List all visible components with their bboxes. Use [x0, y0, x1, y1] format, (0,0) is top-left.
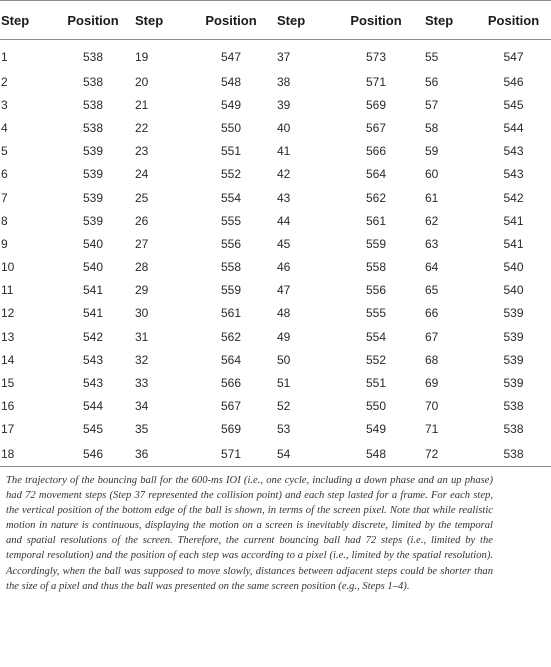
position-cell: 548 [328, 441, 424, 467]
table-row [0, 279, 551, 302]
position-cell: 538 [476, 441, 551, 467]
table-row [0, 209, 551, 232]
position-cell: 562 [365, 190, 387, 205]
position-cell: 543 [503, 167, 524, 182]
step-cell: 59 [425, 144, 439, 159]
step-cell: 72 [424, 441, 476, 467]
step-cell: 65 [425, 283, 439, 298]
step-cell: 35 [135, 422, 149, 437]
position-cell: 538 [82, 97, 104, 112]
step-cell: 46 [277, 260, 291, 275]
position-cell: 547 [220, 50, 242, 64]
position-cell: 541 [82, 306, 104, 321]
header-step-3: Step [276, 1, 328, 40]
step-cell: 41 [277, 144, 291, 159]
position-cell: 558 [220, 260, 242, 275]
position-cell: 543 [82, 376, 104, 391]
step-cell: 49 [277, 329, 291, 344]
step-cell: 63 [425, 236, 439, 251]
step-cell: 5 [1, 144, 8, 159]
table-body [0, 40, 551, 467]
table-row [0, 116, 551, 139]
step-cell: 52 [277, 399, 291, 414]
step-cell: 9 [1, 236, 8, 251]
step-cell: 28 [135, 260, 149, 275]
position-cell: 550 [365, 399, 387, 414]
step-cell: 12 [1, 306, 15, 321]
position-cell: 552 [365, 352, 387, 367]
step-cell: 6 [1, 167, 8, 182]
position-cell: 540 [503, 283, 524, 298]
step-cell: 48 [277, 306, 291, 321]
header-position-2: Position [186, 1, 276, 40]
position-cell: 541 [503, 213, 524, 228]
position-cell: 567 [220, 399, 242, 414]
position-cell: 566 [365, 144, 387, 159]
step-cell: 10 [1, 260, 15, 275]
table-row [0, 186, 551, 209]
position-cell: 546 [503, 74, 524, 89]
step-cell: 32 [135, 352, 149, 367]
position-cell: 545 [503, 97, 524, 112]
step-cell: 13 [1, 329, 15, 344]
header-position-4: Position [476, 1, 551, 40]
table-row [0, 40, 551, 71]
step-cell: 20 [135, 74, 149, 89]
position-cell: 558 [365, 260, 387, 275]
position-cell: 540 [503, 260, 524, 275]
step-cell: 34 [135, 399, 149, 414]
position-cell: 539 [82, 190, 104, 205]
position-cell: 567 [365, 120, 387, 135]
header-row [0, 1, 551, 40]
step-cell: 60 [425, 167, 439, 182]
step-cell: 42 [277, 167, 291, 182]
table-row [0, 93, 551, 116]
step-cell: 25 [135, 190, 149, 205]
step-cell: 15 [1, 376, 15, 391]
step-cell: 45 [277, 236, 291, 251]
position-cell: 539 [82, 144, 104, 159]
step-cell: 8 [1, 213, 8, 228]
step-cell: 54 [276, 441, 328, 467]
position-cell: 573 [365, 50, 387, 64]
step-cell: 67 [425, 329, 439, 344]
table-row [0, 325, 551, 348]
position-cell: 539 [82, 167, 104, 182]
step-cell: 4 [1, 120, 8, 135]
step-cell: 21 [135, 97, 149, 112]
step-cell: 19 [135, 50, 149, 64]
position-cell: 549 [220, 97, 242, 112]
position-cell: 539 [503, 376, 524, 391]
position-cell: 559 [220, 283, 242, 298]
position-cell: 566 [220, 376, 242, 391]
position-cell: 542 [503, 190, 524, 205]
position-cell: 569 [220, 422, 242, 437]
position-cell: 541 [503, 236, 524, 251]
step-cell: 26 [135, 213, 149, 228]
step-cell: 17 [1, 422, 15, 437]
position-cell: 550 [220, 120, 242, 135]
position-cell: 538 [82, 120, 104, 135]
position-cell: 538 [503, 399, 524, 414]
position-cell: 571 [365, 74, 387, 89]
position-cell: 555 [220, 213, 242, 228]
position-cell: 554 [220, 190, 242, 205]
step-cell: 66 [425, 306, 439, 321]
step-cell: 47 [277, 283, 291, 298]
step-cell: 51 [277, 376, 291, 391]
step-cell: 3 [1, 97, 8, 112]
step-cell: 29 [135, 283, 149, 298]
step-cell: 69 [425, 376, 439, 391]
step-cell: 61 [425, 190, 439, 205]
position-cell: 539 [503, 352, 524, 367]
header-step-4: Step [424, 1, 476, 40]
step-cell: 58 [425, 120, 439, 135]
step-cell: 31 [135, 329, 149, 344]
step-cell: 70 [425, 399, 439, 414]
step-cell: 62 [425, 213, 439, 228]
position-cell: 554 [365, 329, 387, 344]
position-cell: 538 [82, 74, 104, 89]
table-row [0, 70, 551, 93]
position-cell: 543 [503, 144, 524, 159]
position-cell: 569 [365, 97, 387, 112]
table-row [0, 140, 551, 163]
step-cell: 11 [1, 283, 14, 298]
table-row [0, 395, 551, 418]
table-header [0, 1, 551, 40]
position-cell: 540 [82, 260, 104, 275]
step-cell: 24 [135, 167, 149, 182]
position-cell: 541 [82, 283, 104, 298]
step-cell: 22 [135, 120, 149, 135]
step-cell: 50 [277, 352, 291, 367]
header-position-1: Position [52, 1, 134, 40]
position-cell: 559 [365, 236, 387, 251]
table-row [0, 348, 551, 371]
position-cell: 548 [220, 74, 242, 89]
position-cell: 555 [365, 306, 387, 321]
position-cell: 549 [365, 422, 387, 437]
table-footnote: The trajectory of the bouncing ball for the 600-ms IOI (i.e., one cycle, including a down phase and an up phase) had 72 movement steps (Step 37 represented the collision point) and each step lasted for a frame. For each step, the vertical position of the bottom edge of the ball is shown, in terms of the screen pixel. Note that while realistic motion in nature is continuous, displaying the motion on a screen is inevitably discrete, limited by the temporal and spatial resolutions of the screen. Therefore, the current bouncing ball had 72 steps (i.e., limited by the temporal resolution) and the position of each step was according to a pixel (i.e., limited by the spatial resolution). Accordingly, when the ball was supposed to move slowly, distances between adjacent steps could be shorter than the size of a pixel and thus the ball was presented on the same screen position (e.g., Steps 1–4). [6, 475, 493, 592]
position-cell: 544 [82, 399, 104, 414]
step-cell: 39 [277, 97, 291, 112]
step-cell: 43 [277, 190, 291, 205]
position-cell: 551 [365, 376, 387, 391]
position-cell: 538 [82, 50, 104, 64]
step-cell: 68 [425, 352, 439, 367]
table-row [0, 163, 551, 186]
step-cell: 23 [135, 144, 149, 159]
position-cell: 543 [82, 352, 104, 367]
step-cell: 38 [277, 74, 291, 89]
step-cell: 57 [425, 97, 439, 112]
position-cell: 545 [82, 422, 104, 437]
position-cell: 561 [365, 213, 387, 228]
table-row [0, 418, 551, 441]
table-row [0, 371, 551, 394]
step-cell: 30 [135, 306, 149, 321]
position-cell: 542 [82, 329, 104, 344]
table-row [0, 441, 551, 467]
step-cell: 44 [277, 213, 291, 228]
position-cell: 539 [503, 306, 524, 321]
step-cell: 27 [135, 236, 149, 251]
position-cell: 547 [503, 50, 524, 64]
step-cell: 40 [277, 120, 291, 135]
step-cell: 7 [1, 190, 8, 205]
step-cell: 71 [425, 422, 439, 437]
position-cell: 540 [82, 236, 104, 251]
position-cell: 571 [186, 441, 276, 467]
step-cell: 33 [135, 376, 149, 391]
position-cell: 551 [220, 144, 242, 159]
step-cell: 55 [425, 50, 439, 64]
step-cell: 53 [277, 422, 291, 437]
position-cell: 556 [220, 236, 242, 251]
step-cell: 16 [1, 399, 15, 414]
position-cell: 556 [365, 283, 387, 298]
position-cell: 538 [503, 422, 524, 437]
position-cell: 564 [220, 352, 242, 367]
header-position-3: Position [328, 1, 424, 40]
position-cell: 539 [503, 329, 524, 344]
position-cell: 561 [220, 306, 242, 321]
table-row [0, 256, 551, 279]
position-cell: 544 [503, 120, 524, 135]
position-cell: 564 [365, 167, 387, 182]
table-row [0, 232, 551, 255]
position-cell: 546 [52, 441, 134, 467]
header-step-2: Step [134, 1, 186, 40]
step-cell: 18 [0, 441, 52, 467]
position-cell: 552 [220, 167, 242, 182]
header-step-1: Step [0, 1, 52, 40]
position-cell: 539 [82, 213, 104, 228]
step-cell: 2 [1, 74, 8, 89]
step-cell: 1 [1, 50, 8, 64]
step-cell: 36 [134, 441, 186, 467]
step-cell: 37 [277, 50, 291, 64]
table-row [0, 302, 551, 325]
step-cell: 14 [1, 352, 15, 367]
position-cell: 562 [220, 329, 242, 344]
step-cell: 56 [425, 74, 439, 89]
step-cell: 64 [425, 260, 439, 275]
